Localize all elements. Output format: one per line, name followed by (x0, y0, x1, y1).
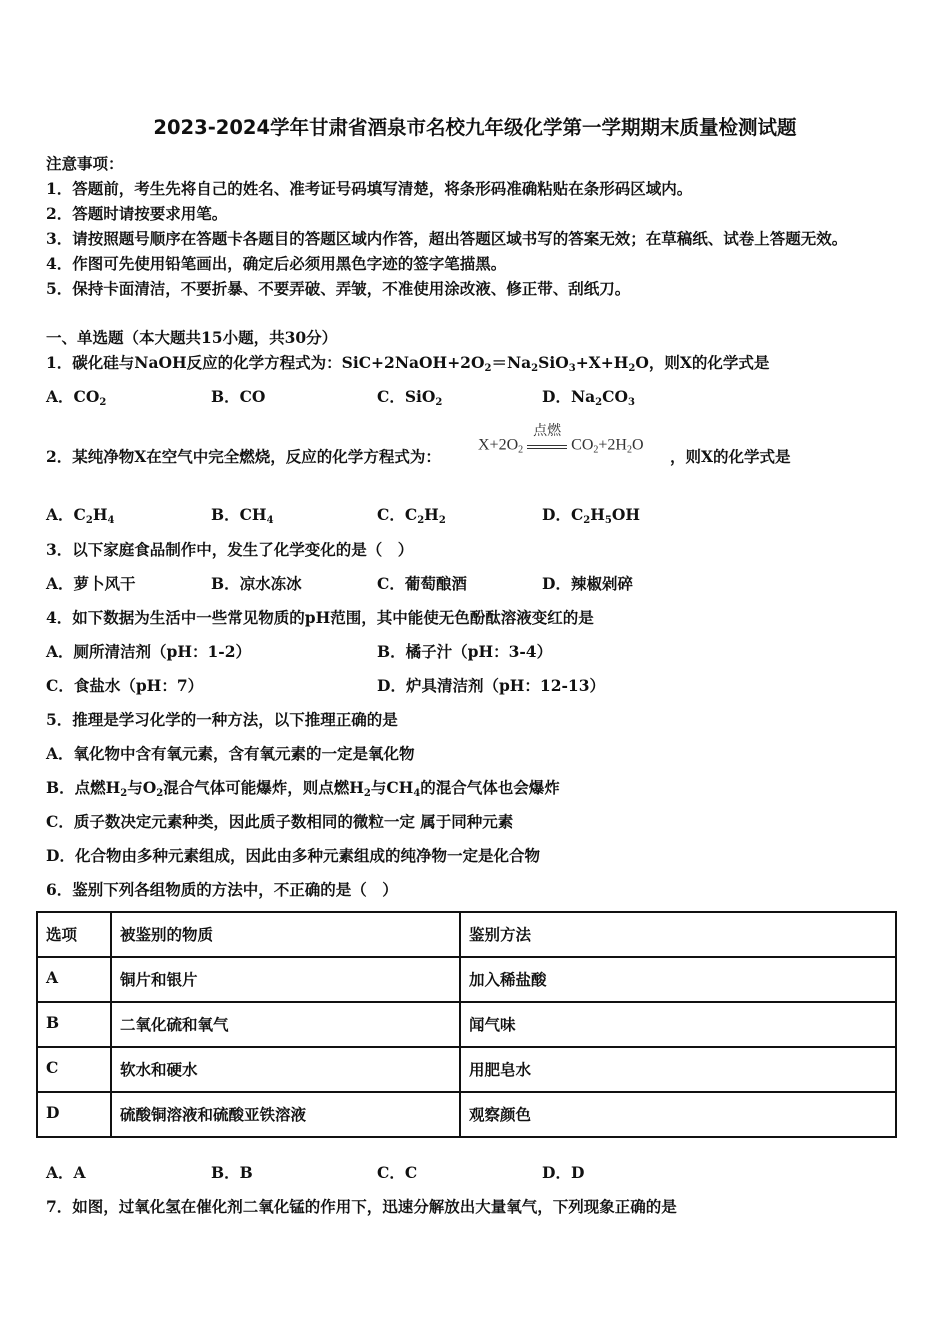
q2-option-a[interactable]: A．$C_2H_4$ (46, 505, 115, 526)
table-cell: 观察颜色 (460, 1092, 896, 1137)
table-cell: B (37, 1002, 111, 1047)
q4-option-d[interactable]: D．炉具清洁剂（pH：12-13） (377, 676, 605, 695)
q4-option-c[interactable]: C．食盐水（pH：7） (46, 676, 204, 695)
question-2: 2．某纯净物X在空气中完全燃烧，反应的化学方程式为： (46, 447, 441, 466)
table-cell: 软水和硬水 (111, 1047, 460, 1092)
table-row (37, 1047, 896, 1092)
question-1: 1．碳化硅与NaOH反应的化学方程式为：$SiC+2NaOH+2O_2=Na_2SiO_3+X+H_2O$，则X的化学式是 (46, 353, 770, 374)
q6-option-b[interactable]: B．B (211, 1163, 253, 1182)
q3-option-a[interactable]: A．萝卜风干 (46, 574, 136, 593)
q5-option-b[interactable]: B．点燃$H_2$与$O_2$混合气体可能爆炸，则点燃$H_2$与$CH_4$的混合气体也会爆炸 (46, 778, 560, 799)
q2-option-b[interactable]: B．$CH_4$ (211, 505, 274, 526)
notice-heading: 注意事项： (46, 154, 124, 173)
q2-option-c[interactable]: C．$C_2H_2$ (377, 505, 446, 526)
notice-item: 1．答题前，考生先将自己的姓名、准考证号码填写清楚，将条形码准确粘贴在条形码区域内。 (46, 179, 693, 198)
table-header-cell: 选项 (37, 912, 111, 957)
table-cell: 用肥皂水 (460, 1047, 896, 1092)
q1-option-c[interactable]: C．SiO$_2$ (377, 387, 443, 408)
notice-item: 5．保持卡面清洁，不要折暴、不要弄破、弄皱，不准使用涂改液、修正带、刮纸刀。 (46, 279, 631, 298)
q1-option-d[interactable]: D．$Na_2CO_3$ (542, 387, 635, 408)
table-header-cell: 鉴别方法 (460, 912, 896, 957)
reaction-arrow (527, 424, 567, 456)
question-5: 5．推理是学习化学的一种方法，以下推理正确的是 (46, 710, 398, 729)
section-heading: 一、单选题（本大题共15小题，共30分） (46, 328, 338, 347)
notice-item: 3．请按照题号顺序在答题卡各题目的答题区域内作答，超出答题区域书写的答案无效；在草稿纸、试卷上答题无效。 (46, 229, 848, 248)
question-4: 4．如下数据为生活中一些常见物质的pH范围，其中能使无色酚酞溶液变红的是 (46, 608, 594, 627)
table-cell: 铜片和银片 (111, 957, 460, 1002)
question-7: 7．如图，过氧化氢在催化剂二氧化锰的作用下，迅速分解放出大量氧气，下列现象正确的是 (46, 1197, 677, 1216)
q3-option-b[interactable]: B．凉水冻冰 (211, 574, 302, 593)
q5-option-a[interactable]: A．氧化物中含有氧元素，含有氧元素的一定是氧化物 (46, 744, 415, 763)
q3-option-d[interactable]: D．辣椒剁碎 (542, 574, 633, 593)
q4-option-a[interactable]: A．厕所清洁剂（pH：1-2） (46, 642, 252, 661)
q1-option-b[interactable]: B．CO (211, 387, 266, 406)
question-6: 6．鉴别下列各组物质的方法中，不正确的是（ ） (46, 880, 398, 899)
table-header-row (37, 912, 896, 957)
table-header-cell: 被鉴别的物质 (111, 912, 460, 957)
notice-item: 4．作图可先使用铅笔画出，确定后必须用黑色字迹的签字笔描黑。 (46, 254, 507, 273)
table-cell: 硫酸铜溶液和硫酸亚铁溶液 (111, 1092, 460, 1137)
q1-option-a[interactable]: A．$CO_2$ (46, 387, 107, 408)
table-cell: C (37, 1047, 111, 1092)
page-title: 2023-2024学年甘肃省酒泉市名校九年级化学第一学期期末质量检测试题 (153, 116, 797, 139)
table-row (37, 957, 896, 1002)
q6-option-d[interactable]: D．D (542, 1163, 585, 1182)
q6-option-c[interactable]: C．C (377, 1163, 418, 1182)
q4-option-b[interactable]: B．橘子汁（pH：3-4） (377, 642, 553, 661)
notice-item: 2．答题时请按要求用笔。 (46, 204, 228, 223)
table-cell: 闻气味 (460, 1002, 896, 1047)
table-cell: A (37, 957, 111, 1002)
table-cell: 加入稀盐酸 (460, 957, 896, 1002)
q3-option-c[interactable]: C．葡萄酿酒 (377, 574, 467, 593)
reaction-condition: 点燃 (533, 424, 562, 439)
q5-option-c[interactable]: C．质子数决定元素种类，因此质子数相同的微粒一定 属于同种元素 (46, 812, 514, 831)
q2-option-d[interactable]: D．$C_2H_5OH$ (542, 505, 641, 526)
q2-suffix: ，则X的化学式是 (670, 447, 791, 466)
q5-option-d[interactable]: D．化合物由多种元素组成，因此由多种元素组成的纯净物一定是化合物 (46, 846, 540, 865)
table-cell: 二氧化硫和氧气 (111, 1002, 460, 1047)
table-row (37, 1092, 896, 1137)
question-3: 3．以下家庭食品制作中，发生了化学变化的是（ ） (46, 540, 414, 559)
table-cell: D (37, 1092, 111, 1137)
q2-equation: $X+2O_2$ 点燃 $CO_2+2H_2O$ (478, 436, 644, 456)
q6-table (36, 911, 897, 1138)
table-row (37, 1002, 896, 1047)
q6-option-a[interactable]: A．A (46, 1163, 86, 1182)
